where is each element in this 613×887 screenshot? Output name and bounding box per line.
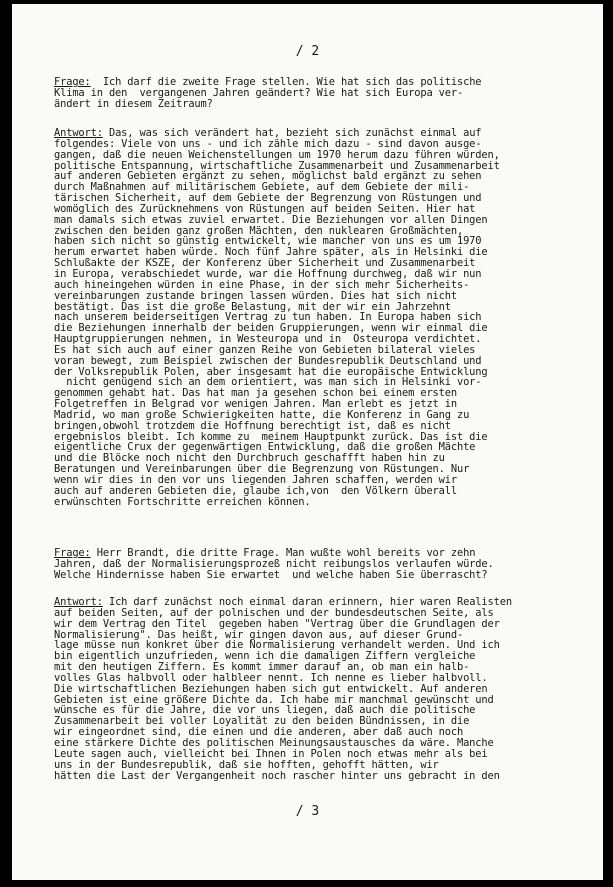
text-line: bestätigt. Das ist die große Belastung, mit der wir ein Jahrzehnt (54, 301, 451, 313)
text-line: Gebieten ist eine größere Dichte da. Ich habe mir manchmal gewünscht und (54, 694, 494, 706)
page-number-top: / 2 (295, 44, 320, 59)
first-line-text: Das, was sich verändert hat, bezieht sich zunächst einmal auf (102, 128, 482, 139)
text-line: ändert in diesem Zeitraum? (54, 98, 213, 110)
text-line: und die Blöcke noch nicht den Durchbruch geschaffft haben hin zu (54, 453, 445, 465)
text-line: lage müsse nun konkret über die Normalisierung verhandelt werden. Und ich (54, 640, 500, 652)
text-line: hätten die Last der Vergangenheit noch rascher hinter uns gebracht in den (54, 770, 500, 782)
first-line-text: Herr Brandt, die dritte Frage. Man wußte wohl bereits vor zehn (90, 548, 476, 559)
text-line: eine stärkere Dichte des politischen Meinungsaustausches da wäre. Manche (54, 737, 494, 749)
text-line: wir eingeordnet sind, die einen und die anderen, aber daß auch noch (54, 727, 464, 738)
text-line: ergebnislos bleibt. Ich komme zu meinem Hauptpunkt zurück. Das ist die (54, 431, 488, 443)
speaker-label: Antwort: (54, 128, 103, 139)
text-line: in Europa, verabschiedet wurde, war die Hoffnung durchweg, daß wir nun (54, 268, 482, 280)
text-line: vereinbarungen zustande bringen lassen würden. Dies hat sich nicht (54, 290, 457, 302)
text-line: folgendes: Viele von uns - und ich zähle mich dazu - sind davon ausge- (54, 138, 482, 150)
block-first-line (54, 548, 590, 559)
block-first-line (54, 128, 590, 139)
text-line: auf anderen Gebieten ergänzt zu sehen, möglichst bald ergänzt zu sehen (54, 171, 482, 183)
text-line: Klima in den vergangenen Jahren geändert? Wie hat sich Europa ver- (54, 87, 464, 99)
text-line: Leute sagen auch, vielleicht bei Ihnen in Polen noch etwas mehr als bei (54, 748, 488, 760)
answer-block-2 (54, 597, 590, 781)
text-line: herum erwartet haben würde. Noch fünf Jahre später, als in Helsinki die (54, 247, 488, 259)
text-line: die Beziehungen innerhalb der beiden Gruppierungen, wenn wir einmal die (54, 323, 488, 335)
speaker-label: Frage: (54, 548, 91, 559)
text-line: mit den heutigen Ziffern. Es kommt immer darauf an, ob man ein halb- (54, 662, 470, 673)
first-line-text: Ich darf die zweite Frage stellen. Wie hat sich das politische (90, 77, 482, 88)
answer-block-1 (54, 128, 590, 508)
text-line: nach unserem beiderseitigen Vertrag zu tun haben. In Europa haben sich (54, 312, 482, 324)
block-first-line (54, 597, 590, 608)
first-line-text: Ich darf zunächst noch einmal daran erinnern, hier waren Realisten (102, 597, 512, 608)
text-line: auf beiden Seiten, auf der polnischen und der bundesdeutschen Seite, als (54, 607, 494, 619)
text-line: erwünschten Fortschritte erreichen können. (54, 496, 311, 508)
text-line: bin eigentlich unzufrieden, wenn ich die damaligen Ziffern vergleiche (54, 651, 476, 663)
text-line: durch Maßnahmen auf militärischem Gebiete, auf dem Gebiete der mili- (54, 182, 470, 194)
text-line: wenn wir dies in den vor uns liegenden Jahren schaffen, werden wir (54, 475, 457, 486)
text-line: genommen gehabt hat. Das hat man ja gesehen schon bei einem ersten (54, 388, 457, 400)
text-line: Madrid, wo man große Schwierigkeiten hatte, die Konferenz in Gang zu (54, 409, 470, 421)
question-block-1 (54, 77, 590, 110)
text-line: der Volksrepublik Polen, aber insgesamt hat die europäische Entwicklung (54, 366, 488, 378)
speaker-label: Antwort: (54, 597, 103, 608)
text-line: voran bewegt, zum Beispiel zwischen der Bundesrepublik Deutschland und (54, 355, 482, 367)
text-line: auch auf anderen Gebieten die, glaube ich,von den Völkern überall (54, 485, 457, 497)
text-line: gangen, daß die neuen Weichenstellungen um 1970 herum dazu führen würden, (54, 149, 500, 161)
text-line: Jahren, daß der Normalisierungsprozeß nicht reibungslos verlaufen würde. (54, 558, 494, 570)
text-line: Schlußakte der KSZE, der Konferenz über Sicherheit und Zusammenarbeit (54, 258, 476, 269)
text-line: wünsche es für die Jahre, die vor uns liegen, daß auch die politische (54, 705, 476, 717)
speaker-label: Frage: (54, 77, 91, 88)
text-line: zwischen den beiden ganz großen Mächten, den nuklearen Großmächten, (54, 225, 464, 237)
text-line: Hauptgruppierungen nehmen, in Westeuropa und in Osteuropa verdichtet. (54, 334, 482, 345)
text-line: Die wirtschaftlichen Beziehungen haben sich gut entwickelt. Auf anderen (54, 683, 488, 695)
text-line: Beratungen und Vereinbarungen über die Begrenzung von Rüstungen. Nur (54, 464, 470, 475)
text-line: haben sich nicht so günstig entwickelt, wie mancher von uns es um 1970 (54, 236, 482, 248)
text-line: tärischen Sicherheit, auf dem Gebiete der Begrenzung von Rüstungen und (54, 193, 482, 204)
text-line: Welche Hindernisse haben Sie erwartet und welche haben Sie überrascht? (54, 569, 488, 581)
text-line: Folgetreffen in Belgrad vor wenigen Jahren. Man erlebt es jetzt in (54, 399, 457, 410)
text-line: Es hat sich auch auf einer ganzen Reihe von Gebieten bilateral vieles (54, 344, 476, 356)
text-line: wir dem Vertrag den Titel gegeben haben "Vertrag über die Grundlagen der (54, 618, 500, 630)
text-line: volles Glas halbvoll oder halbleer nennt. Ich nenne es lieber halbvoll. (54, 672, 488, 684)
text-line: womöglich des Zurücknehmens von Rüstungen auf beiden Seiten. Hier hat (54, 203, 476, 215)
text-line: nicht genügend sich an dem orientiert, was man sich in Helsinki vor- (54, 377, 482, 389)
text-line: uns in der Bundesrepublik, daß sie hofften, gehofft hätten, wir (54, 759, 439, 771)
page-number-bottom: / 3 (295, 804, 320, 819)
document-page (12, 4, 603, 880)
text-line: politische Entspannung, wirtschaftliche Zusammenarbeit und Zusammenarbeit (54, 160, 500, 172)
text-line: eigentliche Crux der gegenwärtigen Entwicklung, daß die großen Mächte (54, 442, 476, 454)
question-block-2 (54, 548, 590, 581)
text-line: bringen,obwohl trotzdem die Hoffnung berechtigt ist, daß es nicht (54, 420, 451, 432)
text-line: auch hineingehen würden in eine Phase, in der sich mehr Sicherheits- (54, 279, 470, 291)
text-line: man damals sich etwas zuviel erwartet. Die Beziehungen vor allen Dingen (54, 214, 488, 226)
text-line: Zusammenarbeit bei voller Loyalität zu den beiden Bündnissen, in die (54, 716, 470, 728)
block-first-line (54, 77, 590, 88)
text-line: Normalisierung". Das heißt, wir gingen davon aus, auf dieser Grund- (54, 629, 464, 641)
